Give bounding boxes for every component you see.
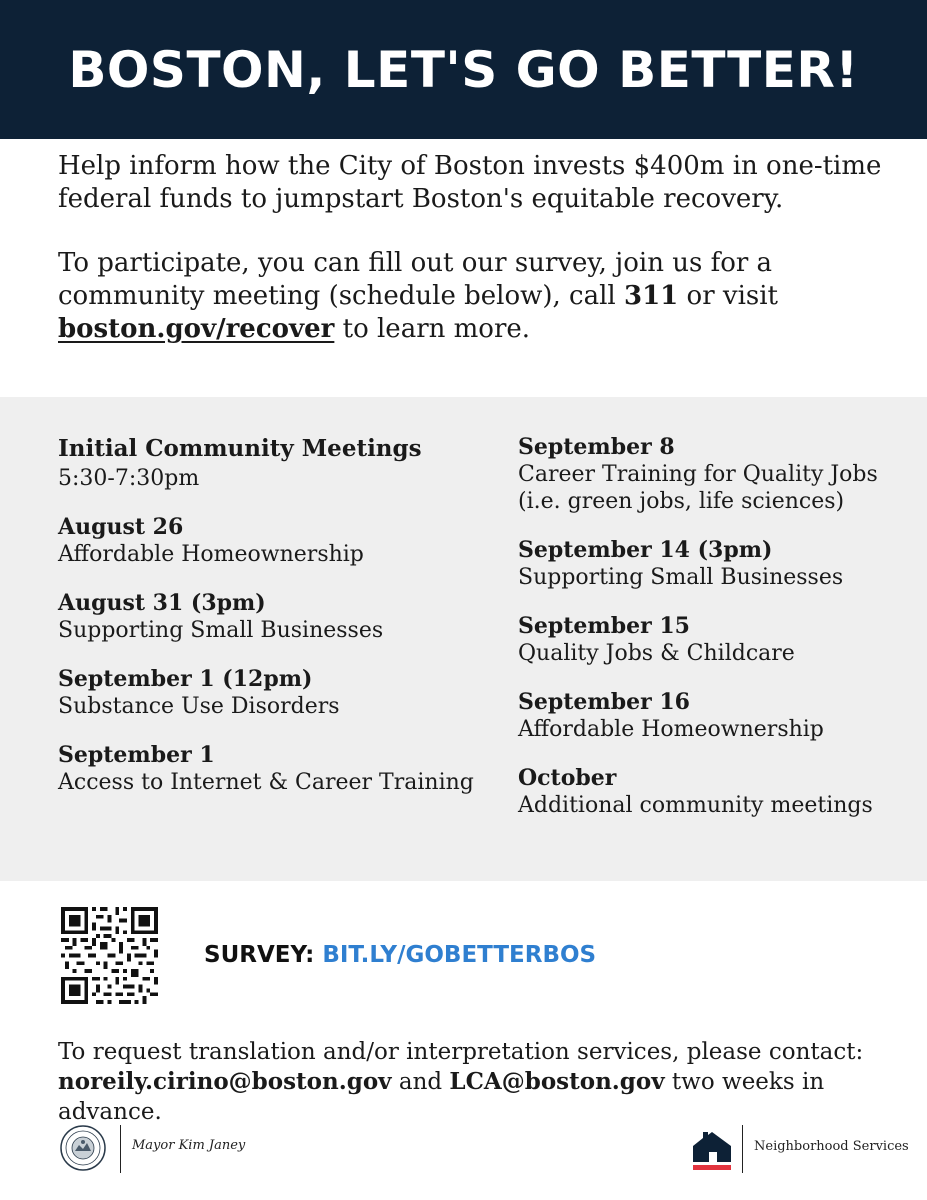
intro-text-b: or visit (678, 281, 779, 311)
phone-number: 311 (624, 281, 679, 311)
meeting-topic: Supporting Small Businesses (518, 565, 844, 590)
meeting-item (518, 434, 927, 515)
meeting-item (58, 590, 488, 644)
qr-code-icon[interactable] (61, 907, 158, 1004)
meeting-item (518, 537, 927, 591)
meeting-topic: Additional community meetings (518, 793, 873, 818)
footer-divider-left (120, 1125, 121, 1173)
schedule-time: 5:30-7:30pm (58, 466, 200, 491)
footer-divider-right (742, 1125, 743, 1173)
meeting-date: September 1 (58, 742, 215, 768)
contact-line-2 (58, 1067, 918, 1127)
contact-tail: two weeks in advance. (58, 1069, 825, 1125)
header-banner (0, 0, 927, 139)
meeting-topic: Substance Use Disorders (58, 694, 340, 719)
meeting-topic: Access to Internet & Career Training (58, 770, 474, 795)
footer-department (690, 1125, 909, 1173)
recover-link[interactable]: boston.gov/recover (58, 314, 335, 344)
meeting-date: August 31 (3pm) (58, 590, 266, 616)
meeting-date: September 8 (518, 434, 675, 460)
meeting-date: October (518, 765, 617, 791)
mayor-name: Mayor Kim Janey (132, 1138, 246, 1153)
meeting-topic: Career Training for Quality Jobs (518, 462, 878, 487)
city-seal-icon (60, 1125, 106, 1171)
meeting-topic: Affordable Homeownership (518, 717, 824, 742)
schedule-column-left (58, 434, 488, 818)
meeting-topic: Affordable Homeownership (58, 542, 364, 567)
meeting-item (58, 666, 488, 720)
survey-link[interactable]: BIT.LY/GOBETTERBOS (322, 942, 597, 968)
schedule-title: Initial Community Meetings (58, 435, 422, 462)
meeting-item (58, 742, 488, 796)
department-name: Neighborhood Services (754, 1139, 909, 1154)
meeting-date: August 26 (58, 514, 184, 540)
page-title: BOSTON, LET'S GO BETTER! (68, 41, 859, 99)
meeting-topic-detail: (i.e. green jobs, life sciences) (518, 489, 845, 514)
meeting-schedule (0, 397, 927, 881)
house-logo-icon (690, 1128, 734, 1172)
meeting-date: September 14 (3pm) (518, 537, 773, 563)
contact-and: and (391, 1069, 450, 1095)
intro-text-a: To participate, you can fill out our survey, join us for a community meeting (schedule below), call (58, 248, 773, 311)
meeting-item (518, 765, 927, 819)
meeting-item (518, 613, 927, 667)
intro-text-c: to learn more. (334, 314, 531, 344)
intro-paragraph-1: Help inform how the City of Boston invests $400m in one-time federal funds to jumpstart Boston's equitable recovery. (58, 151, 882, 214)
meeting-item (518, 689, 927, 743)
meeting-item (58, 514, 488, 568)
contact-line-1: To request translation and/or interpretation services, please contact: (58, 1039, 864, 1065)
meeting-topic: Quality Jobs & Childcare (518, 641, 795, 666)
meeting-date: September 15 (518, 613, 690, 639)
schedule-column-right (518, 434, 927, 841)
schedule-heading (58, 434, 488, 494)
contact-email-2[interactable]: LCA@boston.gov (449, 1068, 665, 1095)
meeting-date: September 16 (518, 689, 690, 715)
contact-email-1[interactable]: noreily.cirino@boston.gov (58, 1068, 392, 1095)
survey-line (204, 940, 596, 970)
meeting-topic: Supporting Small Businesses (58, 618, 384, 643)
meeting-date: September 1 (12pm) (58, 666, 313, 692)
contact-section (58, 1037, 918, 1127)
survey-label: SURVEY: (204, 942, 323, 968)
intro-section (58, 150, 898, 377)
intro-paragraph-2 (58, 247, 898, 346)
